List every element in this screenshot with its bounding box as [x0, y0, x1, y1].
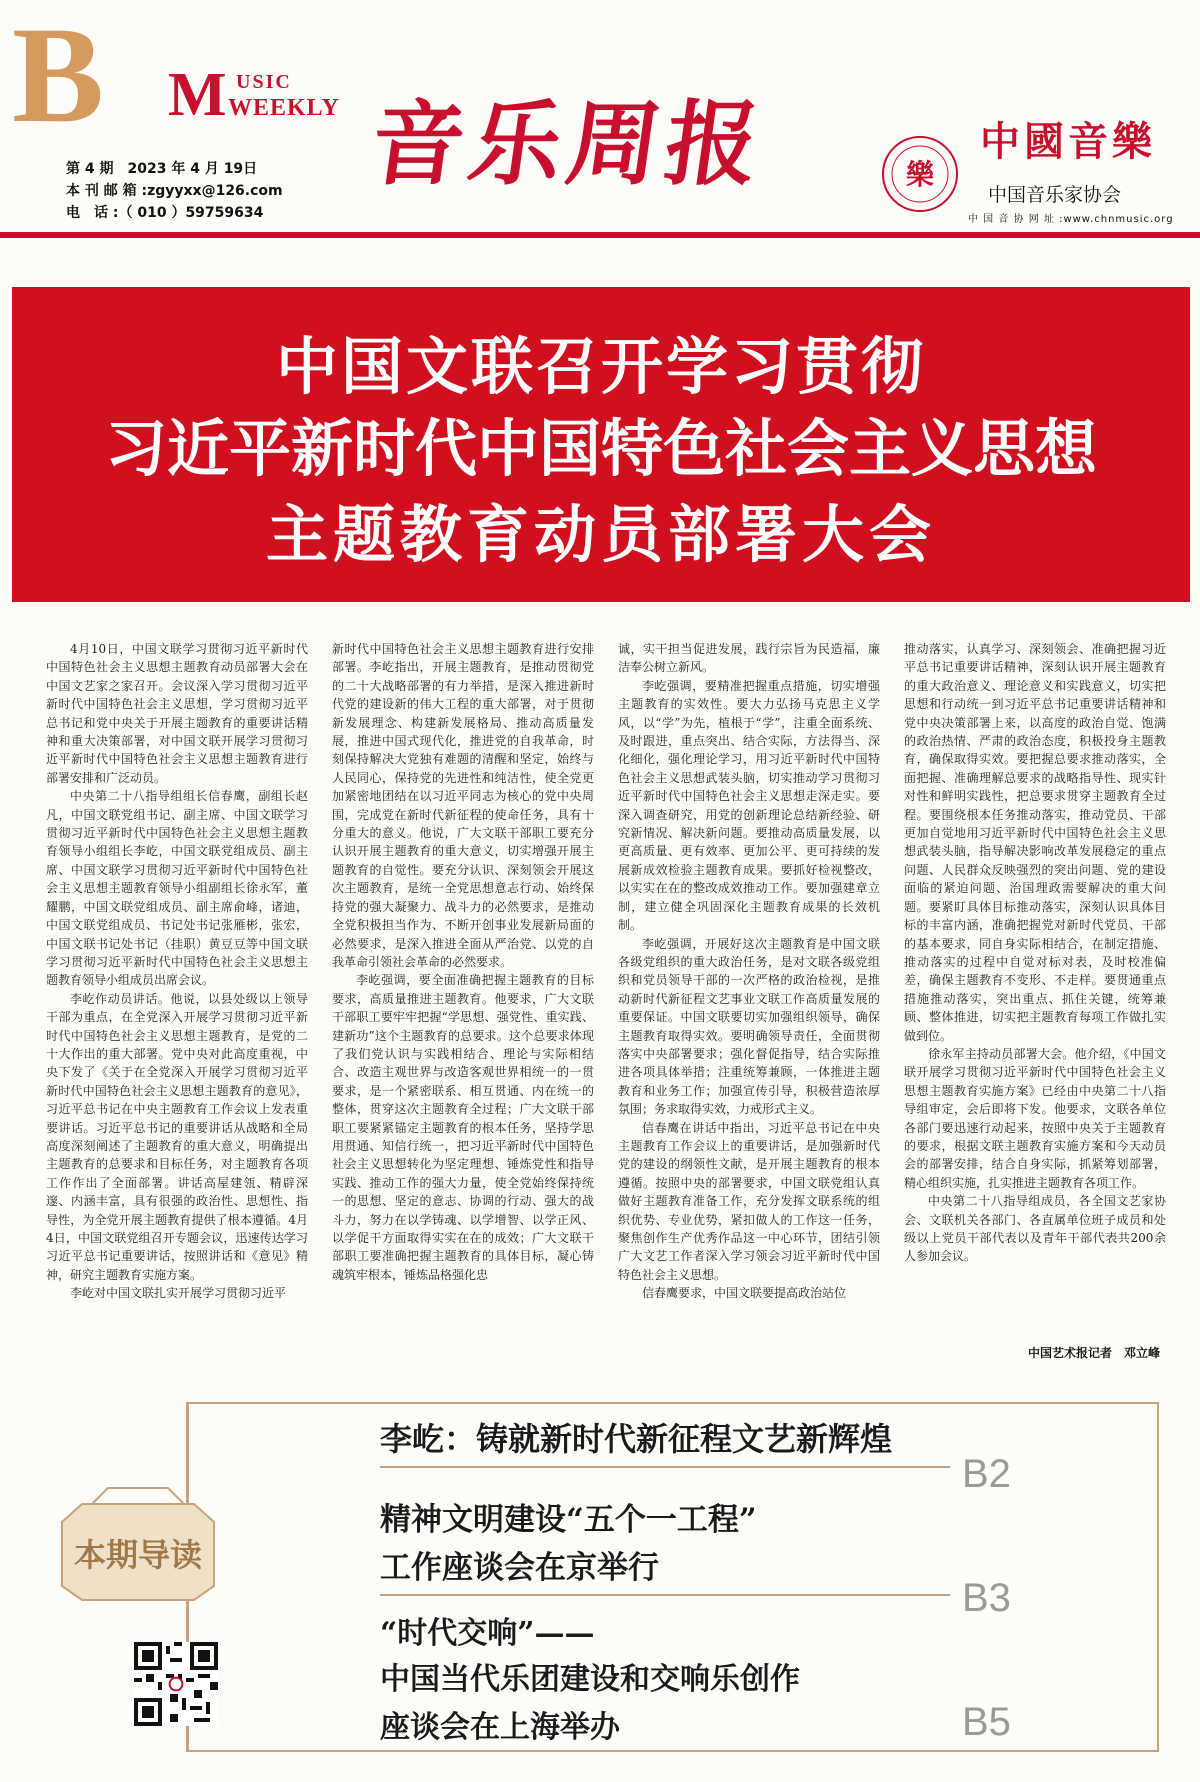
toc-divider: [380, 1750, 950, 1752]
paragraph: 中央第二十八指导组组长信春鹰，副组长赵凡，中国文联党组书记、副主席、中国文联学习贯彻习近平新时代中国特色社会主义思想主题教育领导小组组长李屹，中国文联党组成员、副主席、中国文联学习贯彻习近平新时代中国特色社会主义思想主题教育领导小组副组长徐永军，董耀鹏，中国文联党组成员、副主席俞峰，诸迪，中国文联党组成员、书记处书记张雁彬，张宏，中国文联书记处书记（挂职）黄豆豆等中国文联学习贯彻习近平新时代中国特色社会主义思想主题教育领导小组成员出席会议。: [46, 789, 308, 988]
paragraph: 推动落实，认真学习、深刻领会、准确把握习近平总书记重要讲话精神，深刻认识开展主题教育的重大政治意义、理论意义和实践意义，切实把思想和行动统一到习近平总书记重要讲话精神和党中央决策部署上来，以高度的政治自觉、饱满的政治热情、严肃的政治态度，积极投身主题教育，确保取得实效。要把握总要求推动落实，全面把握、准确理解总要求的战略指导性、现实针对性和鲜明实践性，把总要求贯穿主题教育全过程。要围绕根本任务推动落实，推动党员、干部更加自觉地用习近平新时代中国特色社会主义思想武装头脑，指导解决影响改革发展稳定的重点问题、人民群众反映强烈的突出问题、党的建设面临的紧迫问题、治国理政需要解决的重大问题。要紧盯具体目标推动落实，深刻认识具体目标的丰富内涵，准确把握党对新时代党员、干部的基本要求，同自身实际相结合，在制定措施、推动落实的过程中自觉对标对表，及时校准偏差，确保主题教育不变形、不走样。要贯通重点措施推动落实，突出重点、抓住关键，统筹兼顾、整体推进，切实把主题教育每项工作做扎实做到位。: [904, 642, 1166, 1043]
paragraph: 信春鹰要求，中国文联要提高政治站位: [642, 1286, 847, 1301]
partner-website[interactable]: 中 国 音 协 网 址 :www.chnmusic.org: [968, 214, 1174, 225]
headline-line-1: 中国文联召开学习贯彻: [275, 330, 926, 403]
headline-banner: [12, 287, 1190, 602]
toc-tag-label: 本期导读: [73, 1536, 203, 1574]
seal-character: 樂: [905, 158, 935, 191]
headline-line-3: 主题教育动员部署大会: [265, 498, 936, 571]
logo-m: M: [168, 61, 227, 129]
toc-divider: [380, 1594, 950, 1596]
paragraph: 李屹对中国文联扎实开展学习贯彻习近平: [70, 1286, 287, 1301]
article-column-4: [904, 640, 1166, 1362]
contact-email: 本 刊 邮 箱 :zgyyxx@126.com: [66, 183, 283, 199]
toc-item-3-line-1[interactable]: “时代交响”——: [380, 1616, 595, 1651]
partner-calligraphy: 中國音樂: [980, 118, 1156, 165]
toc-divider: [380, 1466, 950, 1468]
paragraph: 李屹强调，开展好这次主题教育是中国文联各级党组织的重大政治任务，是对文联各级党组织和党员领导干部的一次严格的政治检视，是推动新时代新征程文艺事业文联工作高质量发展的重要保证。中国文联要切实加强组织领导，确保主题教育取得实效。要明确领导责任，全面贯彻落实中央部署要求；强化督促指导，结合实际推进各项具体举措；注重统筹兼顾，一体推进主题教育和业务工作；加强宣传引导，积极营造浓厚氛围；务求取得实效，力戒形式主义。: [618, 936, 880, 1117]
article-column-3: [618, 640, 880, 1362]
paragraph: 4月10日，中国文联学习贯彻习近平新时代中国特色社会主义思想主题教育动员部署大会在中国文艺家之家召开。会议深入学习贯彻习近平新时代中国特色社会主义思想，学习贯彻习近平总书记和党中央关于开展主题教育的重要讲话精神和重大决策部署，对中国文联开展学习贯彻习近平新时代中国特色社会主义思想主题教育进行部署安排和广泛动员。: [46, 642, 308, 785]
qr-code-icon[interactable]: [134, 1642, 218, 1726]
toc-page-3[interactable]: B5: [962, 1700, 1011, 1744]
paragraph: 新时代中国特色社会主义思想主题教育进行安排部署。李屹指出，开展主题教育，是推动贯彻党的二十大战略部署的有力举措，是深入推进新时代党的建设新的伟大工程的重大部署，对于贯彻新发展理念、构建新发展格局、推动高质量发展，推进中国式现代化，推进党的自我革命，时刻保持解决大党独有难题的清醒和坚定，始终与人民同心，保持党的先进性和纯洁性，使全党更加紧密地团结在以习近平同志为核心的党中央周围，完成党在新时代新征程的使命任务，具有十分重大的意义。他说，广大文联干部职工要充分认识开展主题教育的重大意义，切实增强开展主题教育的自觉性。要充分认识、深刻领会开展这次主题教育，是统一全党思想意志行动、始终保持党的强大凝聚力、战斗力的必然要求，是推动全党积极担当作为、不断开创事业发展新局面的必然要求，是深入推进全面从严治党、以党的自我革命引领社会革命的必然要求。: [332, 642, 594, 969]
toc-item-1[interactable]: 李屹：铸就新时代新征程文艺新辉煌: [380, 1420, 893, 1458]
paragraph: 信春鹰在讲话中指出，习近平总书记在中央主题教育工作会议上的重要讲话，是加强新时代党的建设的纲领性文献，是开展主题教育的根本遵循。按照中央的部署要求，中国文联党组认真做好主题教育准备工作，充分发挥文联系统的组织优势、专业优势，紧扣做人的工作这一任务，聚焦创作生产优秀作品这一中心环节，团结引领广大文艺工作者深入学习领会习近平新时代中国特色社会主义思想。: [618, 1120, 880, 1282]
article-body: [46, 640, 1166, 1362]
toc-page-1[interactable]: B2: [962, 1452, 1011, 1496]
toc-item-2-line-1[interactable]: 精神文明建设“五个一工程”: [380, 1502, 757, 1538]
logo-usic: USIC: [236, 71, 292, 93]
issue-date: 第 4 期 2023 年 4 月 19日: [66, 161, 258, 177]
toc-badge: [52, 1482, 224, 1608]
article-byline: 中国艺术报记者 邓立峰: [1027, 1346, 1160, 1360]
toc-item-3-line-2[interactable]: 中国当代乐团建设和交响乐创作: [380, 1662, 800, 1697]
section-letter: B: [12, 0, 105, 151]
paragraph: 李屹强调，要全面准确把握主题教育的目标要求，高质量推进主题教育。他要求，广大文联干部职工要牢牢把握“学思想、强党性、重实践、建新功”这个主题教育的总要求。这个总要求体现了我们党认识与实践相结合、理论与实际相结合、改造主观世界与改造客观世界相统一的一贯要求，是一个紧密联系、相互贯通、内在统一的整体，贯穿这次主题教育全过程；广大文联干部职工要紧紧锚定主题教育的根本任务，坚持学思用贯通、知信行统一，把习近平新时代中国特色社会主义思想转化为坚定理想、锤炼党性和指导实践、推动工作的强大力量，使全党始终保持统一的思想、坚定的意志、协调的行动、强大的战斗力，努力在以学铸魂、以学增智、以学正风、以学促干方面取得实实在在的成效；广大文联干部职工要准确把握主题教育的具体目标，凝心铸魂筑牢根本，锤炼品格强化忠: [332, 973, 594, 1282]
partner-name: 中国音乐家协会: [988, 184, 1122, 206]
toc-page-2[interactable]: B3: [962, 1576, 1011, 1620]
paragraph: 徐永军主持动员部署大会。他介绍，《中国文联开展学习贯彻习近平新时代中国特色社会主义思想主题教育实施方案》已经由中央第二十八指导组审定，会后即将下发。他要求，文联各单位各部门要迅速行动起来，按照中央关于主题教育的要求，根据文联主题教育实施方案和今天动员会的部署安排，结合自身实际，抓紧筹划部署，精心组织实施，扎实推进主题教育各项工作。: [904, 1046, 1166, 1190]
paragraph: 诚，实干担当促进发展，践行宗旨为民造福，廉洁奉公树立新风。: [618, 642, 880, 675]
article-column-2: [332, 640, 594, 1362]
paragraph: 中央第二十八指导组成员，各全国文艺家协会、文联机关各部门、各直属单位班子成员和处级以上党员干部代表以及青年干部代表共200余人参加会议。: [904, 1194, 1166, 1264]
contact-phone: 电 话 :（ 010 ）59759634: [66, 205, 264, 221]
logo-weekly: WEEKLY: [228, 95, 340, 121]
masthead-divider: [0, 232, 1200, 238]
headline-line-2: 习近平新时代中国特色社会主义思想: [104, 412, 1097, 485]
masthead: [0, 0, 1200, 228]
paragraph: 李屹强调，要精准把握重点措施，切实增强主题教育的实效性。要大力弘扬马克思主义学风，以“学”为先，植根于“学”，注重全面系统、及时跟进，重点突出、结合实际，方法得当、深化细化，强化理论学习，用习近平新时代中国特色社会主义思想武装头脑，切实推动学习贯彻习近平新时代中国特色社会主义思想走深走实。要深入调查研究，用党的创新理论总结新经验、研究新情况、解决新问题。要推动高质量发展，以更高质量、更有效率、更加公平、更可持续的发展新成效检验主题教育成果。要抓好检视整改，以实实在在的整改成效推动工作。要加强建章立制，建立健全巩固深化主题教育成果的长效机制。: [618, 678, 880, 933]
issue-info: [66, 158, 283, 224]
toc-item-3-line-3[interactable]: 座谈会在上海举办: [380, 1710, 620, 1745]
toc-item-2-line-2[interactable]: 工作座谈会在京举行: [380, 1550, 659, 1586]
music-association-seal-icon: [880, 134, 960, 214]
paragraph: 李屹作动员讲话。他说，以县处级以上领导干部为重点，在全党深入开展学习贯彻习近平新时代中国特色社会主义思想主题教育，是党的二十大作出的重大部署。党中央对此高度重视，中央下发了《关于在全党深入开展学习贯彻习近平新时代中国特色社会主义思想主题教育的意见》，习近平总书记在中央主题教育工作会议上发表重要讲话。习近平总书记的重要讲话从战略和全局高度深刻阐述了主题教育的重大意义，明确提出主题教育的总要求和目标任务，对主题教育各项工作作出了全面部署。讲话高屋建瓴、精辟深邃、内涵丰富，具有很强的政治性、思想性、指导性，为全党开展主题教育提供了根本遵循。4月4日，中国文联党组召开专题会议，迅速传达学习习近平总书记重要讲话，按照讲话和《意见》精神，研究主题教育实施方案。: [46, 991, 308, 1282]
article-column-1: [46, 640, 308, 1362]
newspaper-title: 音乐周报: [364, 90, 772, 198]
